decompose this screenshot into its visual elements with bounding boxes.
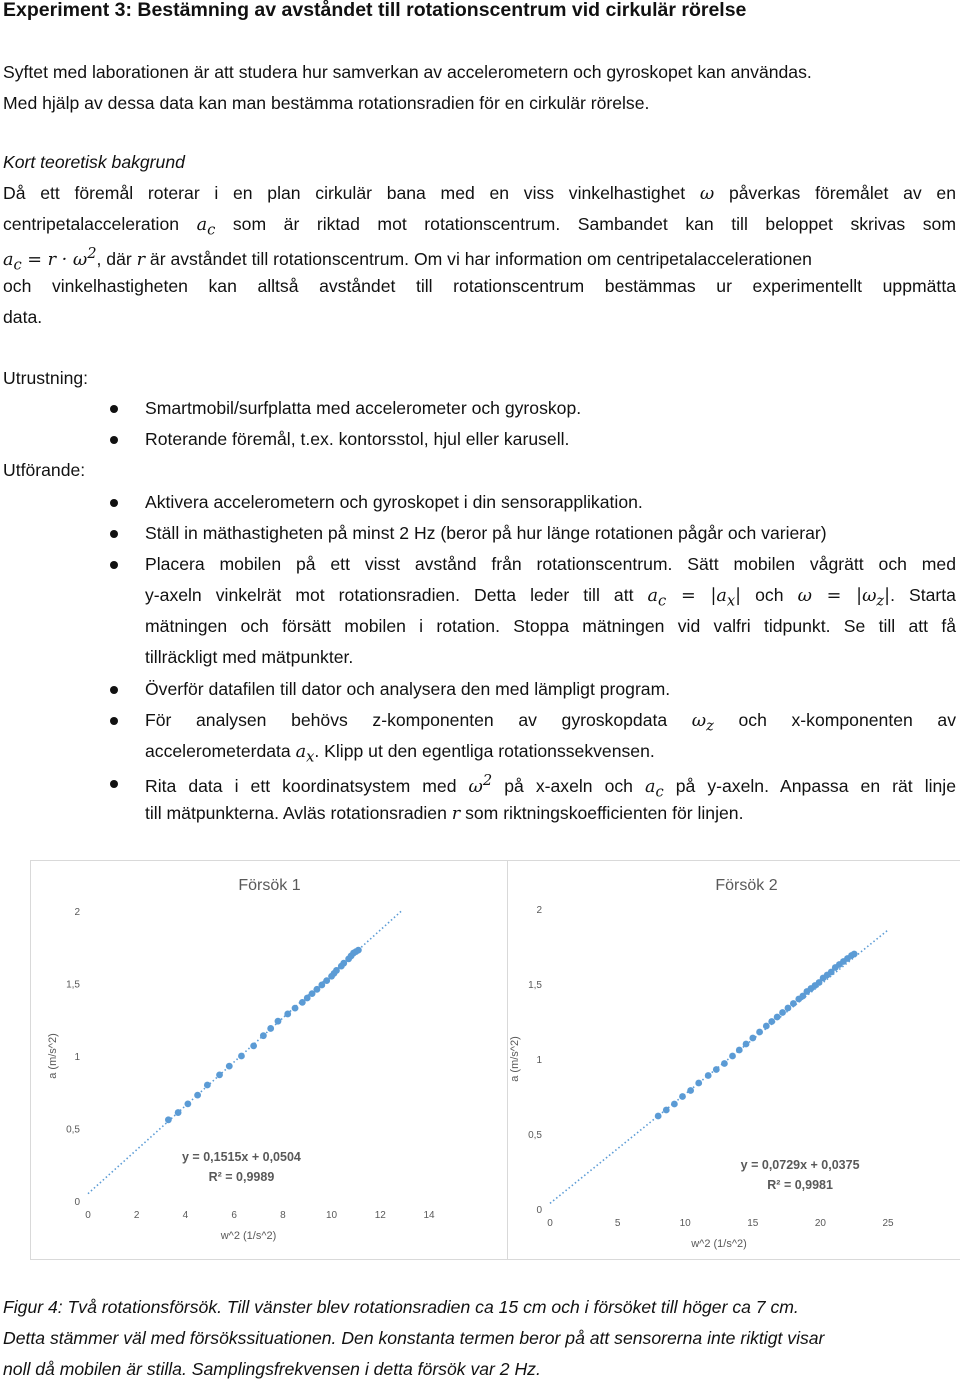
data-point [763, 1023, 770, 1030]
data-point [355, 947, 362, 954]
data-point [729, 1053, 736, 1060]
procedure-item: Placera mobilen på ett visst avstånd från rotationscentrum. Sätt mobilen vågrätt och med [145, 554, 956, 574]
data-point [743, 1041, 750, 1048]
y-axis-label: a (m/s^2) [47, 1033, 59, 1079]
x-tick-label: 8 [280, 1210, 286, 1221]
figure-caption-line-1: Figur 4: Två rotationsförsök. Till vänster blev rotationsradien ca 15 cm och i försöket till höger ca 7 cm. [3, 1297, 799, 1317]
data-point [790, 1000, 797, 1007]
data-point [216, 1071, 223, 1078]
x-tick-label: 20 [814, 1218, 826, 1229]
chart-title: Försök 1 [238, 877, 301, 894]
figure-caption-line-3: noll då mobilen är stilla. Samplingsfrekvensen i detta försök var 2 Hz. [3, 1359, 541, 1379]
bullet-icon [110, 499, 118, 507]
x-tick-label: 0 [547, 1218, 553, 1229]
bullet-icon [110, 780, 118, 788]
x-axis-label: w^2 (1/s^2) [691, 1238, 747, 1250]
procedure-item: Ställ in mäthastigheten på minst 2 Hz (beror på hur länge rotationen pågår och varierar) [145, 523, 827, 543]
data-point [184, 1100, 191, 1107]
y-tick-label: 1 [536, 1055, 542, 1066]
data-point [721, 1060, 728, 1067]
chart-title: Försök 2 [715, 877, 778, 894]
background-line-4: och vinkelhastigheten kan alltså avståndet till rotationscentrum bestämmas ur experimentellt uppmätta [3, 276, 956, 296]
x-tick-label: 4 [182, 1210, 189, 1221]
data-point [713, 1066, 720, 1073]
bullet-icon [110, 717, 118, 725]
bullet-icon [110, 561, 118, 569]
x-tick-label: 12 [374, 1210, 386, 1221]
procedure-item-line: accelerometerdata $a_x$. Klipp ut den egentliga rotationssekvensen. [145, 741, 655, 766]
equipment-item: Roterande föremål, t.ex. kontorsstol, hjul eller karusell. [145, 429, 570, 449]
data-point [679, 1093, 686, 1100]
figure-caption-line-2: Detta stämmer väl med försökssituationen. Den konstanta termen beror på att sensorerna inte riktigt visar [3, 1328, 825, 1348]
equipment-item: Smartmobil/surfplatta med accelerometer och gyroskop. [145, 398, 582, 418]
y-tick-label: 1,5 [66, 979, 80, 991]
purpose-line-2: Med hjälp av dessa data kan man bestämma rotationsradien för en cirkulär rörelse. [3, 93, 650, 113]
page-title: Experiment 3: Bestämning av avståndet till rotationscentrum vid cirkulär rörelse [3, 0, 747, 21]
data-point [695, 1080, 702, 1087]
data-point [749, 1035, 756, 1042]
y-tick-label: 1 [74, 1052, 80, 1063]
x-tick-label: 14 [423, 1210, 435, 1221]
trendline-r2: R² = 0,9981 [767, 1178, 833, 1192]
trendline-equation: y = 0,0729x + 0,0375 [740, 1158, 860, 1172]
chart-forsok-2 [507, 860, 960, 1260]
bullet-icon [110, 436, 118, 444]
y-tick-label: 1,5 [528, 980, 542, 991]
chart-forsok-2-svg [508, 861, 960, 1259]
background-heading: Kort teoretisk bakgrund [3, 152, 185, 172]
background-line-2: centripetalacceleration $a_c$ som är riktad mot rotationscentrum. Sambandet kan till beloppet skrivas som [3, 214, 956, 239]
bullet-icon [110, 405, 118, 413]
procedure-item-line: y-axeln vinkelrät mot rotationsradien. Detta leder till att $a_c = |a_x|$ och $\omega = |\omega_z|$. Starta [145, 585, 956, 610]
data-point [175, 1109, 182, 1116]
data-point [655, 1113, 662, 1120]
x-tick-label: 10 [326, 1210, 338, 1221]
data-point [275, 1018, 282, 1025]
data-point [736, 1047, 743, 1054]
data-point [687, 1087, 694, 1094]
x-tick-label: 2 [133, 1210, 140, 1221]
data-point [851, 951, 858, 958]
trendline-r2: R² = 0,9989 [208, 1170, 275, 1184]
data-point [238, 1053, 245, 1060]
y-tick-label: 0 [74, 1197, 80, 1208]
data-point [671, 1101, 678, 1108]
trendline-equation: y = 0,1515x + 0,0504 [182, 1150, 301, 1164]
y-tick-label: 0,5 [528, 1130, 542, 1141]
x-tick-label: 5 [614, 1218, 621, 1229]
y-axis-label: a (m/s^2) [509, 1036, 521, 1082]
background-line-3: $a_c = r \cdot \omega^2$, där r är avståndet till rotationscentrum. Om vi har information om centripetalaccelerationen [3, 245, 812, 274]
procedure-item-line: till mätpunkterna. Avläs rotationsradien r som riktningskoefficienten för linjen. [145, 803, 744, 824]
x-axis-label: w^2 (1/s^2) [220, 1230, 277, 1242]
chart-forsok-1 [30, 860, 509, 1260]
y-tick-label: 2 [536, 905, 542, 916]
x-tick-label: 25 [882, 1218, 894, 1229]
x-tick-label: 0 [85, 1210, 91, 1221]
x-tick-label: 15 [747, 1218, 759, 1229]
procedure-item: För analysen behövs z-komponenten av gyroskopdata $\omega_z$ och x-komponenten av [145, 710, 956, 735]
procedure-item: Överför datafilen till dator och analysera den med lämpligt program. [145, 679, 671, 699]
data-point [663, 1107, 670, 1114]
x-tick-label: 6 [231, 1210, 237, 1221]
y-tick-label: 0 [536, 1205, 542, 1216]
background-line-1: Då ett föremål roterar i en plan cirkulär bana med en viss vinkelhastighet ω påverkas föremålet av en [3, 183, 956, 204]
y-tick-label: 0,5 [66, 1124, 80, 1136]
data-point [774, 1014, 781, 1021]
chart-forsok-1-svg [31, 861, 508, 1259]
background-line-5: data. [3, 307, 43, 327]
data-point [785, 1005, 792, 1012]
data-point [705, 1072, 712, 1079]
procedure-item-line: tillräckligt med mätpunkter. [145, 647, 354, 667]
equipment-heading: Utrustning: [3, 368, 89, 388]
purpose-line-1: Syftet med laborationen är att studera hur samverkan av accelerometern och gyroskopet kan användas. [3, 62, 812, 82]
procedure-item: Rita data i ett koordinatsystem med $\omega^2$ på x-axeln och $a_c$ på y-axeln. Anpassa en rät linje [145, 772, 956, 801]
data-point [267, 1025, 274, 1032]
bullet-icon [110, 530, 118, 538]
x-tick-label: 10 [679, 1218, 691, 1229]
bullet-icon [110, 686, 118, 694]
procedure-item: Aktivera accelerometern och gyroskopet i din sensorapplikation. [145, 492, 643, 512]
data-point [194, 1092, 201, 1099]
procedure-item-line: mätningen och försätt mobilen i rotation. Stoppa mätningen vid valfri tidpunkt. Se till att få [145, 616, 956, 636]
data-point [226, 1063, 233, 1070]
data-point [165, 1116, 172, 1123]
data-point [768, 1018, 775, 1025]
data-point [260, 1032, 267, 1039]
data-point [250, 1042, 257, 1049]
data-point [284, 1011, 291, 1018]
data-point [756, 1029, 763, 1036]
data-point [779, 1009, 786, 1016]
data-point [292, 1005, 299, 1012]
procedure-heading: Utförande: [3, 460, 86, 480]
data-point [204, 1082, 211, 1089]
y-tick-label: 2 [74, 907, 80, 918]
